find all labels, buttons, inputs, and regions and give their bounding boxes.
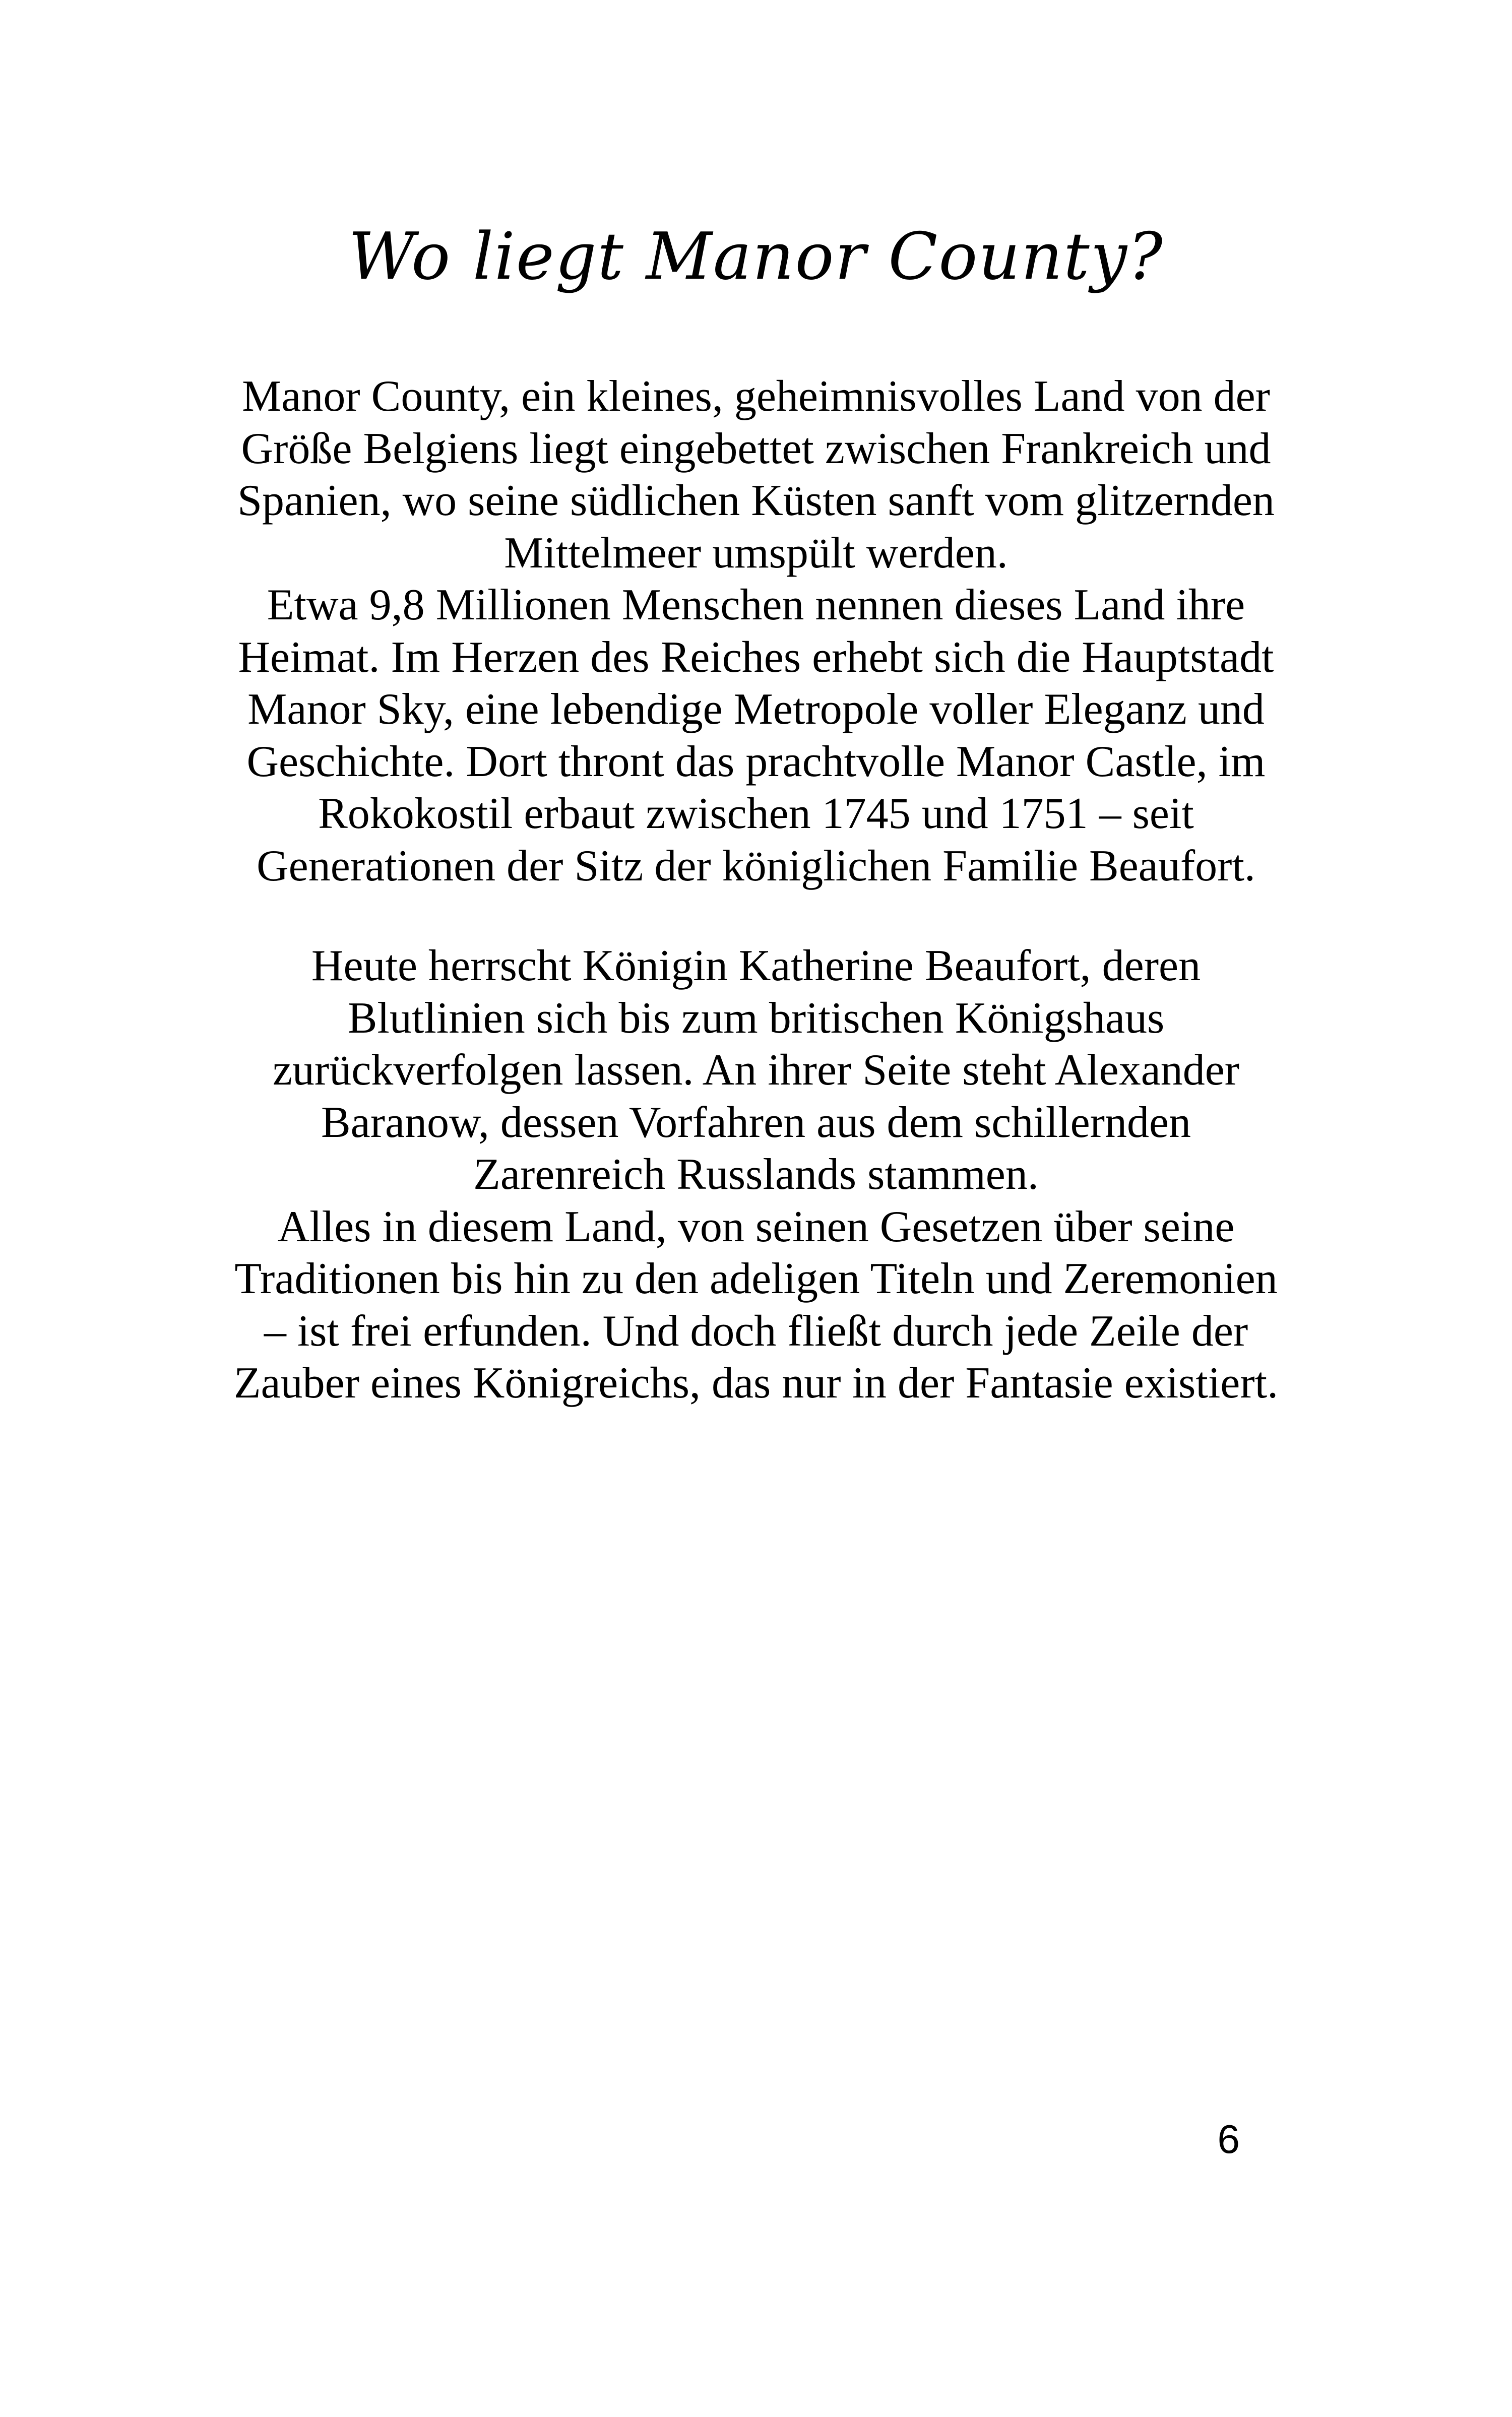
text-line: Geschichte. Dort thront das prachtvolle Manor Castle, im	[246, 737, 1266, 786]
text-line: Spanien, wo seine südlichen Küsten sanft vom glitzernden	[237, 476, 1275, 525]
paragraph-2	[131, 940, 1381, 1410]
text-line: Manor County, ein kleines, geheimnisvolles Land von der	[242, 372, 1270, 421]
text-line: Traditionen bis hin zu den adeligen Titeln und Zeremonien	[234, 1254, 1278, 1303]
text-line: Mittelmeer umspült werden.	[504, 528, 1008, 578]
text-line: Generationen der Sitz der königlichen Familie Beaufort.	[257, 841, 1255, 891]
text-line: Heute herrscht Königin Katherine Beaufort, deren	[311, 941, 1201, 990]
text-line: Zarenreich Russlands stammen.	[473, 1150, 1039, 1199]
text-line: zurückverfolgen lassen. An ihrer Seite steht Alexander	[272, 1046, 1240, 1095]
text-line: Etwa 9,8 Millionen Menschen nennen dieses Land ihre	[267, 581, 1245, 629]
text-line: Blutlinien sich bis zum britischen Königshaus	[347, 993, 1165, 1043]
text-line: Größe Belgiens liegt eingebettet zwischen Frankreich und	[241, 424, 1271, 473]
text-line: – ist frei erfunden. Und doch fließt durch jede Zeile der	[264, 1306, 1248, 1356]
text-line: Manor Sky, eine lebendige Metropole voller Eleganz und	[247, 685, 1265, 734]
page-number: 6	[1217, 2117, 1240, 2161]
page-title: Wo liegt Manor County?	[348, 219, 1164, 294]
paragraph-1	[131, 370, 1381, 892]
text-line: Alles in diesem Land, von seinen Gesetzen über seine	[277, 1202, 1235, 1251]
text-line: Heimat. Im Herzen des Reiches erhebt sich die Hauptstadt	[238, 632, 1274, 682]
text-line: Baranow, dessen Vorfahren aus dem schillernden	[321, 1098, 1191, 1147]
text-line: Rokokostil erbaut zwischen 1745 und 1751 – seit	[318, 789, 1194, 838]
text-line: Zauber eines Königreichs, das nur in der Fantasie existiert.	[233, 1359, 1279, 1408]
